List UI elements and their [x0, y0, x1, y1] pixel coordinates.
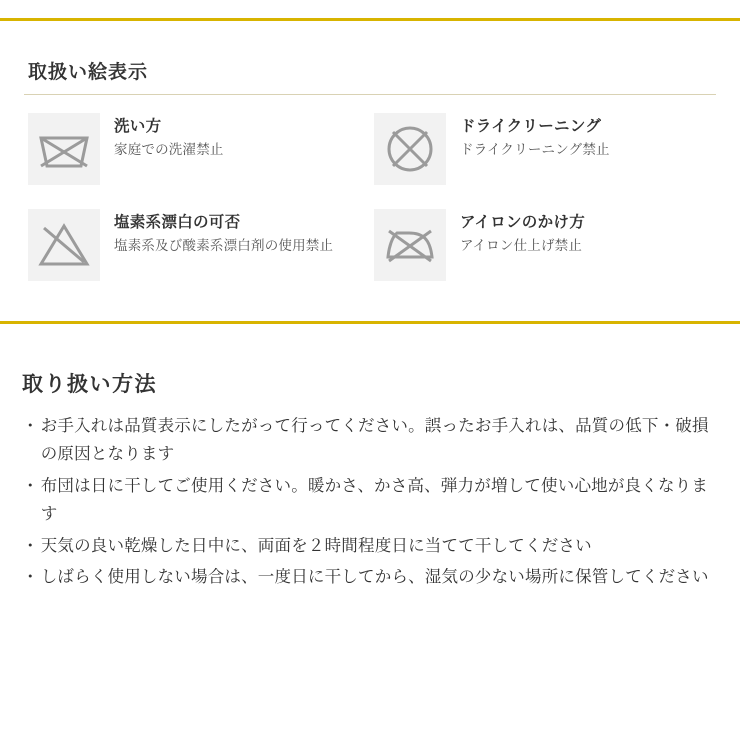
- care-item-label: 洗い方: [114, 117, 162, 135]
- no-dry-clean-icon: [374, 113, 446, 185]
- care-item-wash: [24, 109, 370, 205]
- bullet-mark: ・: [22, 417, 39, 435]
- bullet-mark: ・: [22, 567, 39, 586]
- care-item-desc: 家庭での洗濯禁止: [114, 142, 224, 158]
- list-item-text: しばらく使用しない場合は、一度日に干してから、湿気の少ない場所に保管してください: [40, 567, 709, 586]
- care-symbols-card: [0, 18, 740, 324]
- howto-section-title: 取り扱い方法: [22, 373, 157, 396]
- care-item-bleach: [24, 205, 370, 301]
- care-item-text: [460, 113, 610, 161]
- list-item: [22, 472, 718, 529]
- care-item-text: [114, 113, 224, 161]
- list-item-text: お手入れは品質表示にしたがって行ってください。誤ったお手入れは、品質の低下・破損の原因となります: [40, 417, 709, 464]
- care-item-desc: アイロン仕上げ禁止: [460, 238, 583, 254]
- care-item-label: ドライクリーニング: [460, 117, 602, 135]
- bullet-mark: ・: [22, 476, 39, 495]
- care-item-dry-clean: [370, 109, 716, 205]
- no-bleach-icon: [28, 209, 100, 281]
- care-symbol-grid: [24, 109, 716, 301]
- care-item-desc: ドライクリーニング禁止: [460, 142, 610, 158]
- howto-list: [22, 412, 718, 591]
- care-item-text: [460, 209, 585, 257]
- list-item-text: 天気の良い乾燥した日中に、両面を２時間程度日に当てて干してください: [40, 536, 592, 555]
- list-item: [22, 563, 718, 591]
- care-item-label: 塩素系漂白の可否: [114, 213, 241, 231]
- care-item-label: アイロンのかけ方: [460, 213, 586, 231]
- care-item-desc: 塩素系及び酸素系漂白剤の使用禁止: [114, 238, 334, 254]
- bullet-mark: ・: [22, 536, 39, 555]
- no-iron-icon: [374, 209, 446, 281]
- list-item: [22, 532, 718, 560]
- care-section-title: 取扱い絵表示: [24, 53, 716, 95]
- list-item-text: 布団は日に干してご使用ください。暖かさ、かさ高、弾力が増して使い心地が良くなります: [40, 476, 709, 524]
- care-item-text: [114, 209, 333, 257]
- howto-section: [0, 348, 740, 594]
- care-item-iron: [370, 205, 716, 301]
- no-home-wash-icon: [28, 113, 100, 185]
- list-item: [22, 412, 718, 469]
